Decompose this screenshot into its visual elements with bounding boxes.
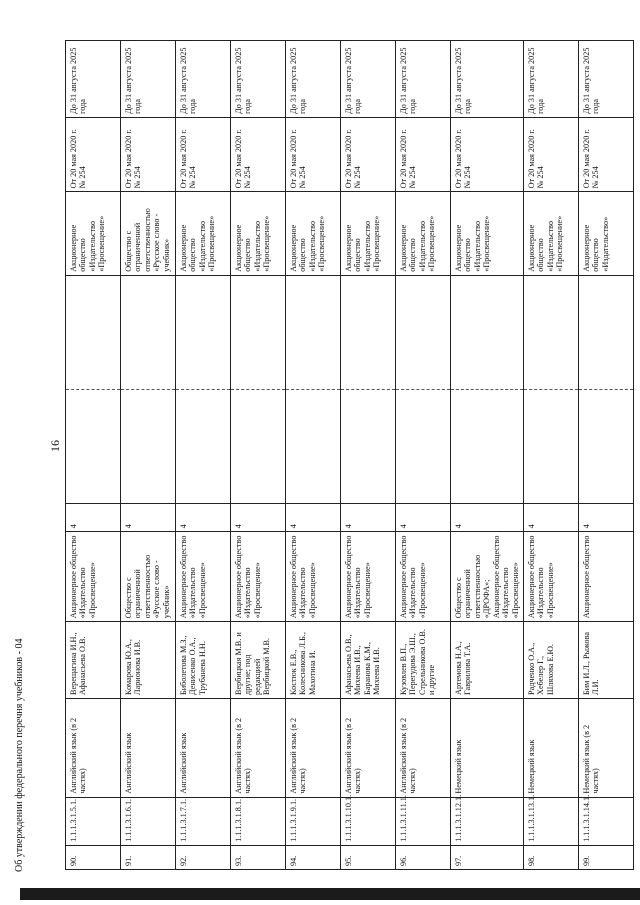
deadline: До 31 августа 2025 года xyxy=(341,41,396,118)
book-title: Немецкий язык xyxy=(523,698,578,797)
page-number: 16 xyxy=(48,440,62,452)
deadline: До 31 августа 2025 года xyxy=(121,41,176,118)
table-row xyxy=(231,41,286,870)
table-row xyxy=(121,41,176,870)
empty-cell-2 xyxy=(341,275,396,389)
book-authors: Бим И.Л., Рыжова Л.И. xyxy=(578,622,633,699)
empty-cell xyxy=(451,389,524,503)
book-authors: Кузовлев В.П., Перегудова Э.Ш., Стрельникова О.В. и другие xyxy=(396,622,451,699)
empty-cell xyxy=(286,389,341,503)
empty-cell-2 xyxy=(523,275,578,389)
grade: 4 xyxy=(121,503,176,532)
empty-cell-2 xyxy=(451,275,524,389)
publisher-2: Акционерное общество «Издательство» xyxy=(578,192,633,275)
footer-note: Об утверждении федерального перечня учебников - 04 xyxy=(14,638,25,872)
book-title: Английский язык (в 2 частях) xyxy=(231,698,286,797)
book-title: Немецкий язык xyxy=(451,698,524,797)
row-code: 1.1.1.3.1.10.1. xyxy=(341,797,396,845)
publisher-2: Акционерное общество «Издательство «Просвещение» xyxy=(66,192,121,275)
publisher-2: Акционерное общество «Издательство «Просвещение» xyxy=(176,192,231,275)
publisher-2: Акционерное общество «Издательство «Просвещение» xyxy=(231,192,286,275)
empty-cell-2 xyxy=(121,275,176,389)
book-title: Английский язык (в 2 частях) xyxy=(341,698,396,797)
row-number: 95. xyxy=(341,845,396,869)
grade: 4 xyxy=(176,503,231,532)
book-authors: Биболетова М.З., Денисенко О.А., Трубанева Н.Н. xyxy=(176,622,231,699)
row-number: 90. xyxy=(66,845,121,869)
row-code: 1.1.1.3.1.5.1. xyxy=(66,797,121,845)
table-row xyxy=(176,41,231,870)
table-row xyxy=(523,41,578,870)
grade: 4 xyxy=(66,503,121,532)
empty-cell xyxy=(578,389,633,503)
empty-cell-2 xyxy=(176,275,231,389)
row-number: 94. xyxy=(286,845,341,869)
row-number: 91. xyxy=(121,845,176,869)
row-code: 1.1.1.3.1.11.1. xyxy=(396,797,451,845)
grade: 4 xyxy=(523,503,578,532)
rotated-table-wrapper xyxy=(65,40,610,870)
book-title: Английский язык xyxy=(176,698,231,797)
deadline: До 31 августа 2025 года xyxy=(578,41,633,118)
textbook-table xyxy=(65,40,634,870)
book-publisher: Акционерное общество «Издательство «Просвещение» xyxy=(66,532,121,622)
row-code: 1.1.1.3.1.6.1. xyxy=(121,797,176,845)
order-ref: От 20 мая 2020 г. № 254 xyxy=(341,117,396,192)
book-title: Английский язык (в 2 частях) xyxy=(286,698,341,797)
order-ref: От 20 мая 2020 г. № 254 xyxy=(286,117,341,192)
book-title: Немецкий язык (в 2 частях) xyxy=(578,698,633,797)
deadline: До 31 августа 2025 года xyxy=(523,41,578,118)
empty-cell-2 xyxy=(66,275,121,389)
row-code: 1.1.1.3.1.13.1. xyxy=(523,797,578,845)
publisher-2: Общество с ограниченной ответственностью «Русское слово - учебник» xyxy=(121,192,176,275)
book-title: Английский язык (в 2 частях) xyxy=(396,698,451,797)
book-publisher: Акционерное общество «Издательство «Просвещение» xyxy=(341,532,396,622)
table-row xyxy=(578,41,633,870)
row-number: 97. xyxy=(451,845,524,869)
order-ref: От 20 мая 2020 г. № 254 xyxy=(66,117,121,192)
empty-cell xyxy=(121,389,176,503)
empty-cell xyxy=(231,389,286,503)
empty-cell xyxy=(176,389,231,503)
row-number: 96. xyxy=(396,845,451,869)
book-publisher: Акционерное общество «Издательство «Просвещение» xyxy=(286,532,341,622)
book-authors: Вербицкая М.В. и другие; под редакцией Вербицкой М.В. xyxy=(231,622,286,699)
row-code: 1.1.1.3.1.12.1. xyxy=(451,797,524,845)
grade: 4 xyxy=(231,503,286,532)
order-ref: От 20 мая 2020 г. № 254 xyxy=(176,117,231,192)
book-title: Английский язык xyxy=(121,698,176,797)
book-authors: Костюк Е.В., Колесникова Л.Б., Махотина И. xyxy=(286,622,341,699)
table-row xyxy=(66,41,121,870)
order-ref: От 20 мая 2020 г. № 254 xyxy=(121,117,176,192)
grade: 4 xyxy=(286,503,341,532)
table-row xyxy=(341,41,396,870)
scan-bottom-bar xyxy=(20,888,640,900)
publisher-2: Акционерное общество «Издательство «Просвещение» xyxy=(523,192,578,275)
book-publisher: Акционерное общество «Издательство «Просвещение» xyxy=(176,532,231,622)
order-ref: От 20 мая 2020 г. № 254 xyxy=(523,117,578,192)
order-ref: От 20 мая 2020 г. № 254 xyxy=(231,117,286,192)
book-authors: Афанасьева О.В., Михеева И.В., Баранова К.М., Михеева И.В. xyxy=(341,622,396,699)
table-row xyxy=(451,41,524,870)
grade: 4 xyxy=(451,503,524,532)
row-number: 92. xyxy=(176,845,231,869)
empty-cell-2 xyxy=(396,275,451,389)
row-number: 93. xyxy=(231,845,286,869)
publisher-2: Акционерное общество «Издательство «Просвещение» xyxy=(341,192,396,275)
grade: 4 xyxy=(578,503,633,532)
order-ref: От 20 мая 2020 г. № 254 xyxy=(396,117,451,192)
table-row xyxy=(286,41,341,870)
empty-cell xyxy=(341,389,396,503)
row-code: 1.1.1.3.1.9.1. xyxy=(286,797,341,845)
publisher-2: Акционерное общество «Издательство «Просвещение» xyxy=(286,192,341,275)
grade: 4 xyxy=(396,503,451,532)
book-publisher: Общество с ограниченной ответственностью «ДРОФА»; Акционерное общество «Издательство «Просвещение» xyxy=(451,532,524,622)
scan-top-edge xyxy=(0,0,640,28)
book-publisher: Акционерное общество «Издательство «Просвещение» xyxy=(396,532,451,622)
book-publisher: Общество с ограниченной ответственностью «Русское слово - учебник» xyxy=(121,532,176,622)
book-authors: Верещагина И.Н., Афанасьева О.В. xyxy=(66,622,121,699)
grade: 4 xyxy=(341,503,396,532)
row-code: 1.1.1.3.1.7.1. xyxy=(176,797,231,845)
row-number: 99. xyxy=(578,845,633,869)
book-authors: Артемова Н.А., Гаврилова Т.А. xyxy=(451,622,524,699)
row-code: 1.1.1.3.1.8.1. xyxy=(231,797,286,845)
publisher-2: Акционерное общество «Издательство «Просвещение» xyxy=(396,192,451,275)
empty-cell-2 xyxy=(286,275,341,389)
row-code: 1.1.1.3.1.14.1. xyxy=(578,797,633,845)
empty-cell xyxy=(66,389,121,503)
book-publisher: Акционерное общество xyxy=(578,532,633,622)
table-row xyxy=(396,41,451,870)
order-ref: От 20 мая 2020 г. № 254 xyxy=(451,117,524,192)
row-number: 98. xyxy=(523,845,578,869)
deadline: До 31 августа 2025 года xyxy=(286,41,341,118)
publisher-2: Акционерное общество «Издательство «Просвещение» xyxy=(451,192,524,275)
empty-cell xyxy=(396,389,451,503)
book-publisher: Акционерное общество «Издательство «Просвещение» xyxy=(523,532,578,622)
empty-cell-2 xyxy=(578,275,633,389)
deadline: До 31 августа 2025 года xyxy=(451,41,524,118)
book-title: Английский язык (в 2 частях) xyxy=(66,698,121,797)
empty-cell xyxy=(523,389,578,503)
deadline: До 31 августа 2025 года xyxy=(66,41,121,118)
deadline: До 31 августа 2025 года xyxy=(176,41,231,118)
order-ref: От 20 мая 2020 г. № 254 xyxy=(578,117,633,192)
book-publisher: Акционерное общество «Издательство «Просвещение» xyxy=(231,532,286,622)
book-authors: Радченко О.А., Хебелер Г., Шляхова Е.Ю. xyxy=(523,622,578,699)
deadline: До 31 августа 2025 года xyxy=(231,41,286,118)
book-authors: Комарова Ю.А., Ларионова И.В. xyxy=(121,622,176,699)
deadline: До 31 августа 2025 года xyxy=(396,41,451,118)
empty-cell-2 xyxy=(231,275,286,389)
